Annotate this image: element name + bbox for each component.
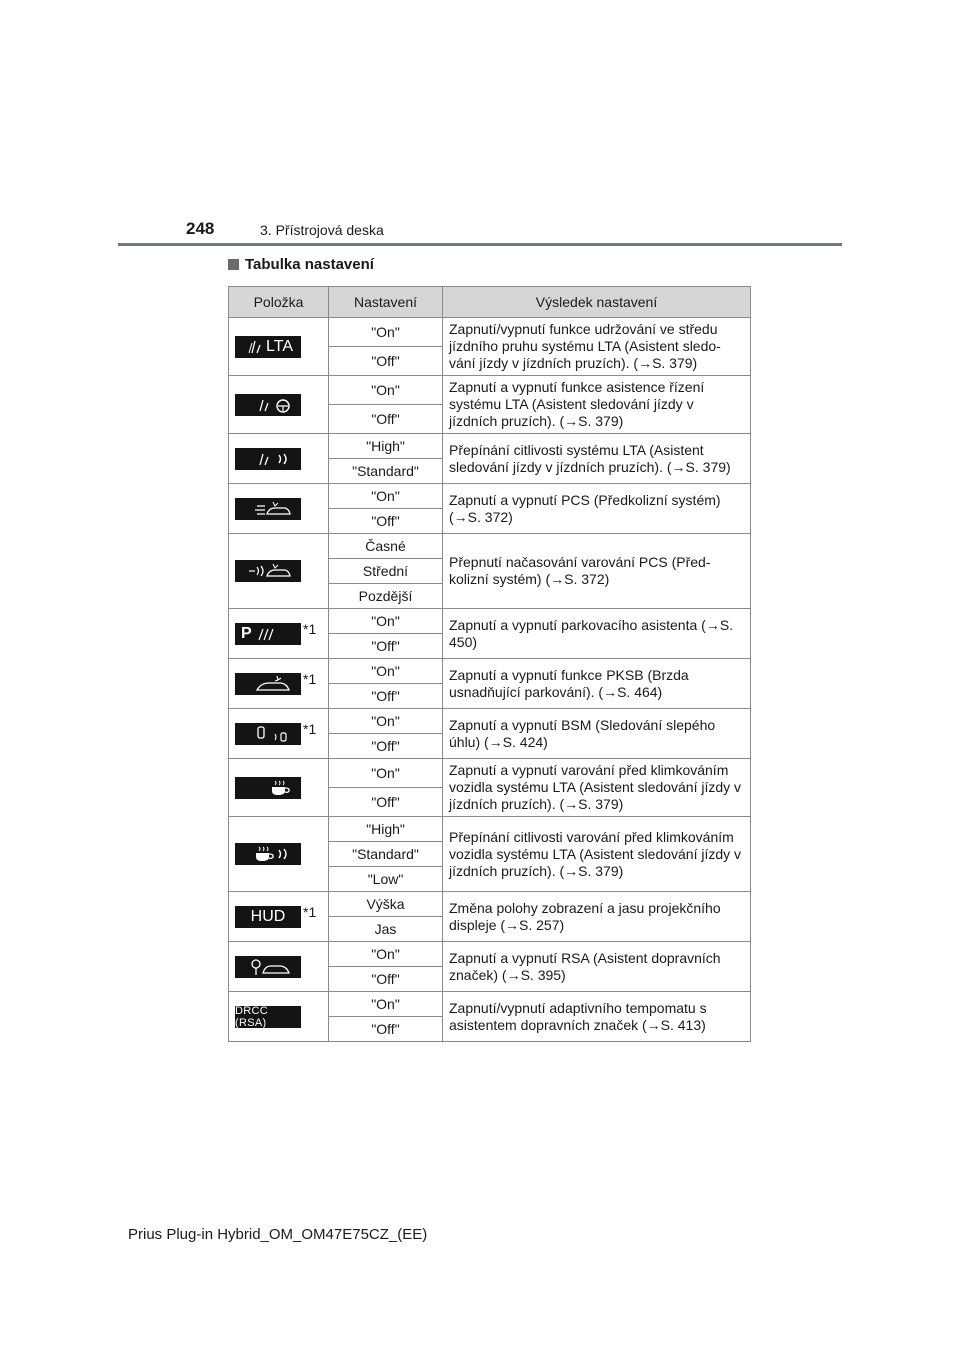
page-number: 248 xyxy=(186,219,215,238)
setting-value: "On" xyxy=(329,709,443,734)
setting-value: "Off" xyxy=(329,788,443,817)
setting-value: "On" xyxy=(329,609,443,634)
setting-value: "Standard" xyxy=(329,459,443,484)
item-cell xyxy=(229,759,329,817)
coffee-sensitivity-icon xyxy=(235,843,301,865)
footer-doc-id: Prius Plug-in Hybrid_OM_OM47E75CZ_(EE) xyxy=(128,1226,428,1243)
setting-value: "On" xyxy=(329,484,443,509)
pcs-icon xyxy=(235,498,301,520)
setting-result: Zapnutí a vypnutí parkovacího asistenta (→S. 450) xyxy=(443,609,751,659)
item-cell xyxy=(229,942,329,992)
item-cell xyxy=(229,534,329,609)
setting-result: Změna polohy zobrazení a jasu projekčního displeje (→S. 257) xyxy=(443,892,751,942)
item-cell xyxy=(229,992,329,1042)
lta-sensitivity-icon xyxy=(235,448,301,470)
pksb-icon xyxy=(235,673,301,695)
rsa-icon xyxy=(235,956,301,978)
setting-value: Výška xyxy=(329,892,443,917)
setting-result: Zapnutí a vypnutí BSM (Sledování slepého úhlu) (→S. 424) xyxy=(443,709,751,759)
footnote-marker: *1 xyxy=(303,903,317,920)
setting-value: "Off" xyxy=(329,405,443,434)
column-header-item: Položka xyxy=(229,287,329,318)
setting-value: Střední xyxy=(329,559,443,584)
setting-value: "Low" xyxy=(329,867,443,892)
table-row xyxy=(229,434,751,459)
hud-icon xyxy=(235,906,301,928)
bsm-icon xyxy=(235,723,301,745)
lta-icon xyxy=(235,336,301,358)
drcc-icon xyxy=(235,1006,301,1028)
setting-value: "High" xyxy=(329,817,443,842)
setting-value: "On" xyxy=(329,318,443,347)
column-header-result: Výsledek nastavení xyxy=(443,287,751,318)
icon-label: DRCC (RSA) xyxy=(235,1004,268,1029)
setting-result: Přepínání citlivosti systému LTA (Asistent sledování jízdy v jízdních pruzích). (→S. 379) xyxy=(443,434,751,484)
parking-assist-icon xyxy=(235,623,301,645)
setting-value: "On" xyxy=(329,992,443,1017)
setting-result: Zapnutí a vypnutí funkce asistence řízení systému LTA (Asistent sledování jízdy v jízdních pruzích). (→S. 379) xyxy=(443,376,751,434)
table-row xyxy=(229,484,751,509)
section-title: Tabulka nastavení xyxy=(245,256,374,273)
table-row xyxy=(229,318,751,347)
setting-result: Zapnutí/vypnutí funkce udržování ve středu jízdního pruhu systému LTA (Asistent sledo-vání jízdy v jízdních pruzích). (→S. 379) xyxy=(443,318,751,376)
coffee-cup-icon xyxy=(235,777,301,799)
setting-value: "High" xyxy=(329,434,443,459)
settings-table xyxy=(228,286,751,1042)
setting-value: "Off" xyxy=(329,509,443,534)
table-row xyxy=(229,759,751,788)
setting-result: Zapnutí a vypnutí funkce PKSB (Brzda usnadňující parkování). (→S. 464) xyxy=(443,659,751,709)
footnote-marker: *1 xyxy=(303,620,317,637)
setting-value: "Off" xyxy=(329,967,443,992)
icon-label: LTA xyxy=(266,337,293,355)
setting-value: "On" xyxy=(329,659,443,684)
icon-label: P xyxy=(241,624,252,642)
item-cell xyxy=(229,318,329,376)
pcs-timing-icon xyxy=(235,560,301,582)
chapter-title: 3. Přístrojová deska xyxy=(260,222,384,238)
table-row xyxy=(229,892,751,917)
setting-result: Přepnutí načasování varování PCS (Před-kolizní systém) (→S. 372) xyxy=(443,534,751,609)
item-cell xyxy=(229,434,329,484)
footnote-marker: *1 xyxy=(303,720,317,737)
item-cell xyxy=(229,659,329,709)
setting-result: Zapnutí a vypnutí RSA (Asistent dopravních značek) (→S. 395) xyxy=(443,942,751,992)
setting-value: "Off" xyxy=(329,347,443,376)
setting-value: "Off" xyxy=(329,684,443,709)
square-bullet-icon xyxy=(228,259,239,270)
table-row xyxy=(229,659,751,684)
setting-result: Zapnutí a vypnutí PCS (Předkolizní systém) (→S. 372) xyxy=(443,484,751,534)
setting-value: "On" xyxy=(329,759,443,788)
table-row xyxy=(229,609,751,634)
item-cell xyxy=(229,817,329,892)
setting-value: Pozdější xyxy=(329,584,443,609)
setting-result: Přepínání citlivosti varování před klimkováním vozidla systému LTA (Asistent sledování jízdy v jízdních pruzích). (→S. 379) xyxy=(443,817,751,892)
column-header-setting: Nastavení xyxy=(329,287,443,318)
item-cell xyxy=(229,892,329,942)
table-row xyxy=(229,534,751,559)
setting-result: Zapnutí/vypnutí adaptivního tempomatu s asistentem dopravních značek (→S. 413) xyxy=(443,992,751,1042)
footnote-marker: *1 xyxy=(303,670,317,687)
setting-value: "Off" xyxy=(329,1017,443,1042)
setting-result: Zapnutí a vypnutí varování před klimkováním vozidla systému LTA (Asistent sledování jízdy v jízdních pruzích). (→S. 379) xyxy=(443,759,751,817)
table-row xyxy=(229,992,751,1017)
setting-value: "Off" xyxy=(329,734,443,759)
item-cell xyxy=(229,709,329,759)
item-cell xyxy=(229,484,329,534)
header-rule xyxy=(118,243,842,246)
section-heading xyxy=(228,256,374,273)
icon-label: HUD xyxy=(250,907,286,925)
setting-value: "On" xyxy=(329,942,443,967)
table-row xyxy=(229,942,751,967)
setting-value: Časné xyxy=(329,534,443,559)
setting-value: "On" xyxy=(329,376,443,405)
table-header-row xyxy=(229,287,751,318)
table-row xyxy=(229,817,751,842)
steering-assist-icon xyxy=(235,394,301,416)
setting-value: "Off" xyxy=(329,634,443,659)
table-row xyxy=(229,709,751,734)
setting-value: "Standard" xyxy=(329,842,443,867)
item-cell xyxy=(229,609,329,659)
table-row xyxy=(229,376,751,405)
setting-value: Jas xyxy=(329,917,443,942)
item-cell xyxy=(229,376,329,434)
